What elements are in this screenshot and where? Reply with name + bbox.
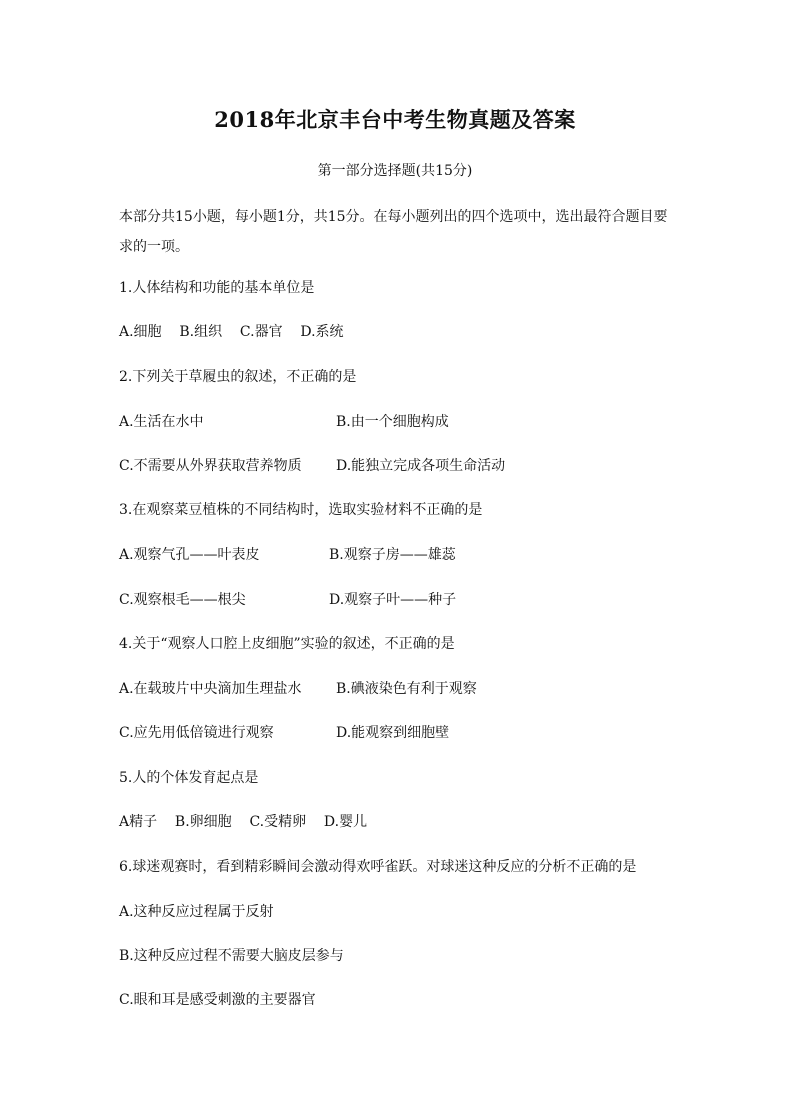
question-1-stem: 1.人体结构和功能的基本单位是	[119, 280, 315, 296]
question-6-option-c: C.眼和耳是感受刺激的主要器官	[119, 992, 316, 1008]
question-2-option-c: C.不需要从外界获取营养物质	[119, 458, 302, 474]
question-2-option-b: B.由一个细胞构成	[336, 414, 449, 430]
question-1-options: A.细胞 B.组织 C.器官 D.系统	[119, 324, 344, 340]
section-heading: 第一部分选择题(共15分)	[317, 163, 473, 179]
question-4-option-a: A.在载玻片中央滴加生理盐水	[119, 681, 302, 697]
question-4-option-b: B.碘液染色有利于观察	[336, 681, 477, 697]
question-3-option-a: A.观察气孔——叶表皮	[119, 547, 260, 563]
question-6-stem: 6.球迷观赛时，看到精彩瞬间会激动得欢呼雀跃。对球迷这种反应的分析不正确的是	[119, 859, 637, 875]
document-title: 2018年北京丰台中考生物真题及答案	[214, 107, 576, 132]
question-4-option-d: D.能观察到细胞壁	[336, 725, 450, 741]
question-5-options: A精子 B.卵细胞 C.受精卵 D.婴儿	[119, 814, 368, 830]
question-3-option-c: C.观察根毛——根尖	[119, 592, 246, 608]
question-5-stem: 5.人的个体发育起点是	[119, 770, 259, 786]
question-4-option-c: C.应先用低倍镜进行观察	[119, 725, 274, 741]
question-3-stem: 3.在观察菜豆植株的不同结构时，选取实验材料不正确的是	[119, 502, 483, 518]
question-6-option-b: B.这种反应过程不需要大脑皮层参与	[119, 948, 344, 964]
question-6-option-a: A.这种反应过程属于反射	[119, 904, 274, 920]
question-2-stem: 2.下列关于草履虫的叙述，不正确的是	[119, 369, 357, 385]
question-2-option-d: D.能独立完成各项生命活动	[336, 458, 506, 474]
question-2-option-a: A.生活在水中	[119, 414, 204, 430]
question-3-option-d: D.观察子叶——种子	[329, 592, 457, 608]
question-3-option-b: B.观察子房——雄蕊	[329, 547, 456, 563]
question-4-stem: 4.关于“观察人口腔上皮细胞”实验的叙述，不正确的是	[119, 636, 455, 652]
instructions-paragraph: 本部分共15小题，每小题1分，共15分。在每小题列出的四个选项中，选出最符合题目要求的一项。	[119, 209, 668, 255]
